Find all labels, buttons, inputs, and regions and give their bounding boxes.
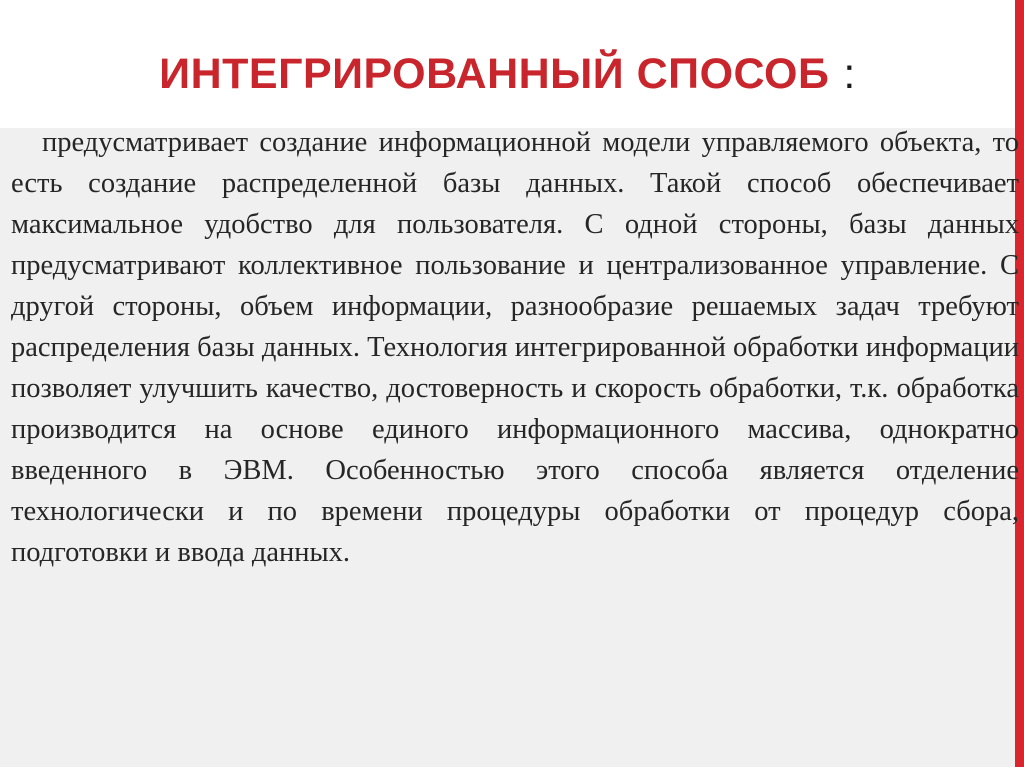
title-text: ИНТЕГРИРОВАННЫЙ СПОСОБ xyxy=(159,50,830,98)
slide-title xyxy=(0,44,1015,104)
title-colon: : xyxy=(843,50,856,98)
body-paragraph: предусматривает создание информационной модели управляемого объекта, то есть создание распределенной базы данных. Такой способ обеспечивает максимальное удобство для пользователя. С одной стороны, базы данных предусматривают коллективное пользование и централизованное управление. С другой стороны, объем информации, разнообразие решаемых задач требуют распределения базы данных. Технология интегрированной обработки информации позволяет улучшить качество, достоверность и скорость обработки, т.к. обработка производится на основе единого информационного массива, однократно введенного в ЭВМ. Особенностью этого способа является отделение технологически и по времени процедуры обработки от процедур сбора, подготовки и ввода данных. xyxy=(11,127,1019,568)
